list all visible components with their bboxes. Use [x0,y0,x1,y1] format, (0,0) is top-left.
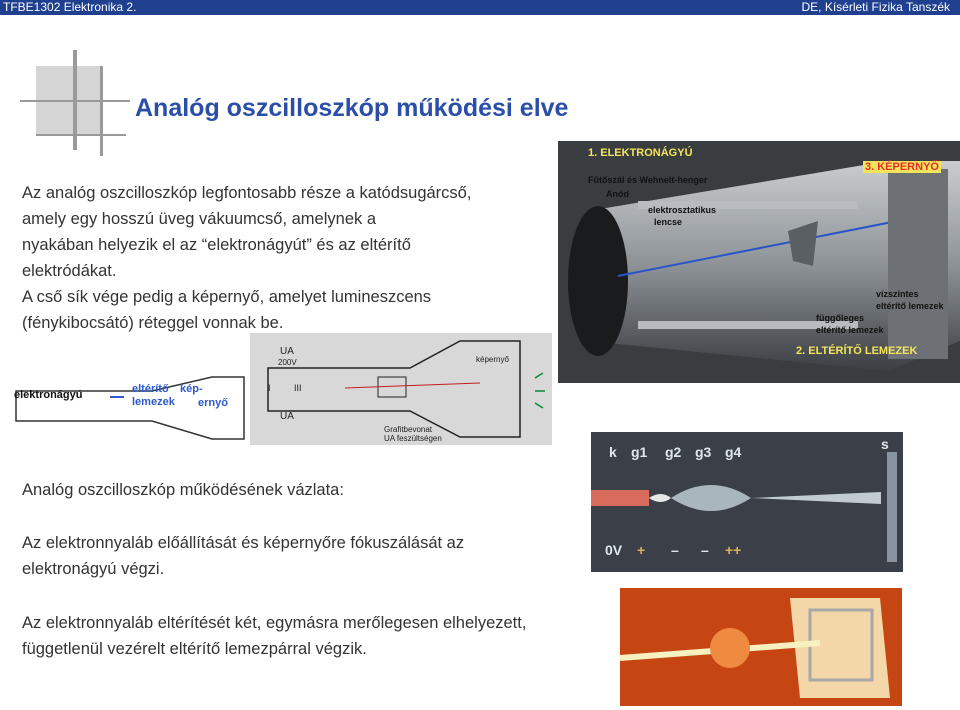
label-roman-iii: III [294,383,302,393]
text-line: elektronágyú végzi. [22,560,165,578]
label-0v: 0V [605,542,623,558]
crt-glow-drawing [620,588,902,706]
sketch-caption: Analóg oszcilloszkóp működésének vázlata: [22,481,344,499]
label-screen: képernyő [476,355,509,364]
label-plus: + [637,542,646,558]
title-decoration-hline-1 [20,100,130,102]
text-line: elektródákat. [22,262,117,280]
label-lens-1: elektrosztatikus [648,205,717,215]
text-line: A cső sík vége pedig a képernyő, amelyet lumineszcens [22,288,432,306]
title-decoration-vline-2 [100,66,103,156]
department-label: DE, Kísérleti Fizika Tanszék [801,0,950,14]
tube-sketch [12,373,252,443]
crt-schematic [250,333,552,445]
label-graphite-2: UA feszültségen [384,434,442,443]
label-vertical-1: függőleges [816,313,865,323]
text-line: Az analóg oszcilloszkóp legfontosabb része a katódsugárcső, [22,184,472,202]
label-anode: Anód [606,189,629,199]
label-g1: g1 [631,444,648,460]
label-plus-plus: ++ [725,542,742,558]
header-bar [0,0,960,15]
label-g2: g2 [665,444,682,460]
crt-glow-photo [620,588,902,706]
title-decoration-hline-2 [36,134,126,136]
gun-paragraph [22,530,464,582]
label-horizontal-1: vízszintes [876,289,919,299]
text-line: Az elektronnyaláb előállítását és képernyőre fókuszálását az [22,534,465,552]
label-lens-2: lencse [654,217,683,227]
page-title: Analóg oszcilloszkóp működési elve [135,94,569,122]
course-label: TFBE1302 Elektronika 2. [3,0,137,14]
label-deflection-plates: 2. ELTÉRÍTŐ LEMEZEK [796,345,918,357]
label-graphite-1: Grafitbevonat [384,425,433,434]
text-line: függetlenül vezérelt eltérítő lemezpárral végzik. [22,640,367,658]
text-line: nyakában helyezik el az “elektronágyút” és az eltérítő [22,236,411,254]
label-ua-top: UA [280,346,294,357]
label-heater: Fűtőszál és Wehnelt-henger [588,175,708,185]
intro-paragraph [22,180,471,284]
label-200v: 200V [278,358,297,367]
label-screen-2: ernyő [198,397,228,409]
label-horizontal-2: eltérítő lemezek [876,301,944,311]
text-line: amely egy hosszú üveg vákuumcső, amelynek a [22,210,377,228]
label-minus-2: – [701,542,709,558]
label-s: s [881,436,889,452]
label-electron-gun: elektronágyú [14,389,83,401]
label-screen: 3. KÉPERNYŐ [865,161,939,173]
label-screen-1: kép- [180,383,203,395]
crt-photo [558,141,960,383]
label-ua-bottom: UA [280,411,294,422]
label-g4: g4 [725,444,742,460]
label-deflection-2: lemezek [132,396,175,408]
label-deflection-1: eltérítő [132,383,169,395]
label-g3: g3 [695,444,712,460]
electron-gun-diagram [591,432,903,572]
label-electron-gun: 1. ELEKTRONÁGYÚ [588,147,693,159]
label-minus-1: – [671,542,679,558]
label-vertical-2: eltérítő lemezek [816,325,884,335]
text-line: (fénykibocsátó) réteggel vonnak be. [22,314,284,332]
screen-paragraph [22,284,431,336]
label-k: k [609,444,617,460]
text-line: Az elektronnyaláb eltérítését két, egymásra merőlegesen elhelyezett, [22,614,527,632]
deflection-paragraph [22,610,526,662]
label-roman-i: I [268,383,271,393]
